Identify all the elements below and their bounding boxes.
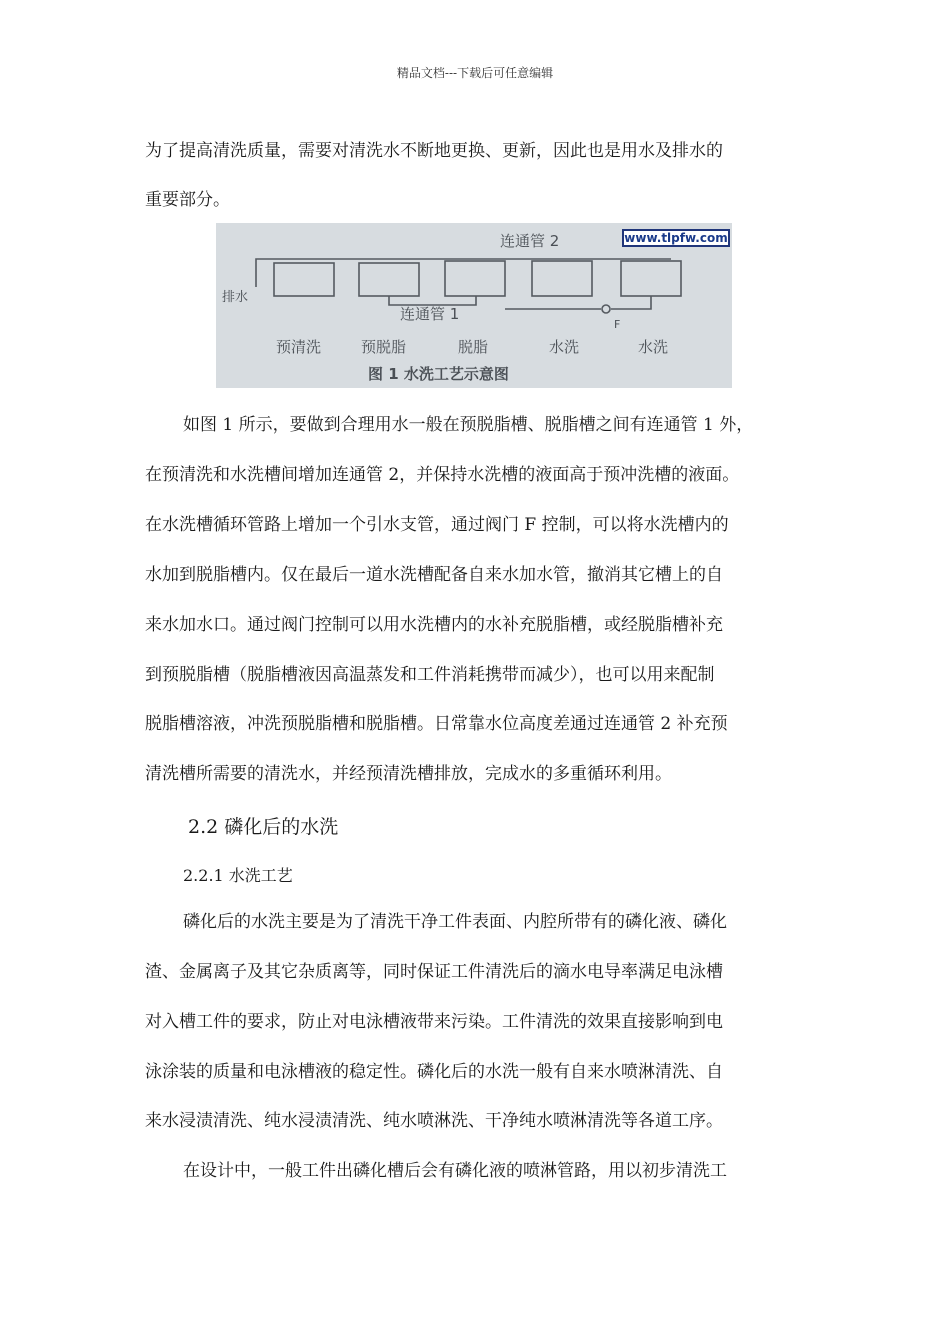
section-heading-2-2: 2.2 磷化后的水洗 xyxy=(188,816,339,838)
branch-pipe-right xyxy=(611,296,651,309)
tank-label-rinse-1: 水洗 xyxy=(549,338,580,356)
para4-line-1: 在设计中，一般工件出磷化槽后会有磷化液的喷淋管路，用以初步清洗工 xyxy=(183,1161,727,1181)
tank-preclean xyxy=(274,263,334,296)
para2-line-7: 脱脂槽溶液，冲洗预脱脂槽和脱脂槽。日常靠水位高度差通过连通管 2 补充预 xyxy=(145,714,728,734)
pipe2-label: 连通管 2 xyxy=(500,232,560,250)
valve-f xyxy=(602,305,610,313)
para1-line-1: 为了提高清洗质量，需要对清洗水不断地更换、更新，因此也是用水及排水的 xyxy=(145,141,723,161)
tank-label-rinse-2: 水洗 xyxy=(638,338,669,356)
figure-caption: 图 1 水洗工艺示意图 xyxy=(368,365,509,383)
para3-line-5: 来水浸渍清洗、纯水浸渍清洗、纯水喷淋洗、干净纯水喷淋清洗等各道工序。 xyxy=(145,1111,723,1131)
para2-line-5: 来水加水口。通过阀门控制可以用水洗槽内的水补充脱脂槽，或经脱脂槽补充 xyxy=(145,615,723,635)
tank-rinse-2 xyxy=(621,261,681,296)
valve-label: F xyxy=(614,318,621,331)
section-heading-2-2-1: 2.2.1 水洗工艺 xyxy=(183,866,293,885)
para3-line-3: 对入槽工件的要求，防止对电泳槽液带来污染。工件清洗的效果直接影响到电 xyxy=(145,1012,723,1032)
pipe1-label: 连通管 1 xyxy=(400,305,460,323)
tank-degrease xyxy=(445,261,505,296)
para1-line-2: 重要部分。 xyxy=(145,190,230,210)
tank-rinse-1 xyxy=(532,261,592,296)
drain-label: 排水 xyxy=(222,290,249,305)
para2-line-4: 水加到脱脂槽内。仅在最后一道水洗槽配备自来水加水管，撤消其它槽上的自 xyxy=(145,565,723,585)
tank-label-degrease: 脱脂 xyxy=(458,338,489,356)
tank-predegrease xyxy=(359,263,419,296)
para3-line-4: 泳涂装的质量和电泳槽液的稳定性。磷化后的水洗一般有自来水喷淋清洗、自 xyxy=(145,1062,723,1082)
para3-line-1: 磷化后的水洗主要是为了清洗干净工件表面、内腔所带有的磷化液、磷化 xyxy=(183,912,727,932)
tank-label-predegrease: 预脱脂 xyxy=(361,338,407,356)
para2-line-2: 在预清洗和水洗槽间增加连通管 2，并保持水洗槽的液面高于预冲洗槽的液面。 xyxy=(145,465,740,485)
tank-label-preclean: 预清洗 xyxy=(276,338,322,356)
page-header: 精品文档---下载后可任意编辑 xyxy=(396,66,554,80)
para3-line-2: 渣、金属离子及其它杂质离等，同时保证工件清洗后的滴水电导率满足电泳槽 xyxy=(145,962,723,982)
para2-line-1: 如图 1 所示，要做到合理用水一般在预脱脂槽、脱脂槽之间有连通管 1 外， xyxy=(183,415,754,435)
para2-line-8: 清洗槽所需要的清洗水，并经预清洗槽排放，完成水的多重循环利用。 xyxy=(145,764,672,784)
para2-line-3: 在水洗槽循环管路上增加一个引水支管，通过阀门 F 控制，可以将水洗槽内的 xyxy=(145,515,729,535)
watermark-logo: www.tlpfw.com xyxy=(622,229,730,247)
para2-line-6: 到预脱脂槽（脱脂槽液因高温蒸发和工件消耗携带而减少），也可以用来配制 xyxy=(145,665,715,685)
